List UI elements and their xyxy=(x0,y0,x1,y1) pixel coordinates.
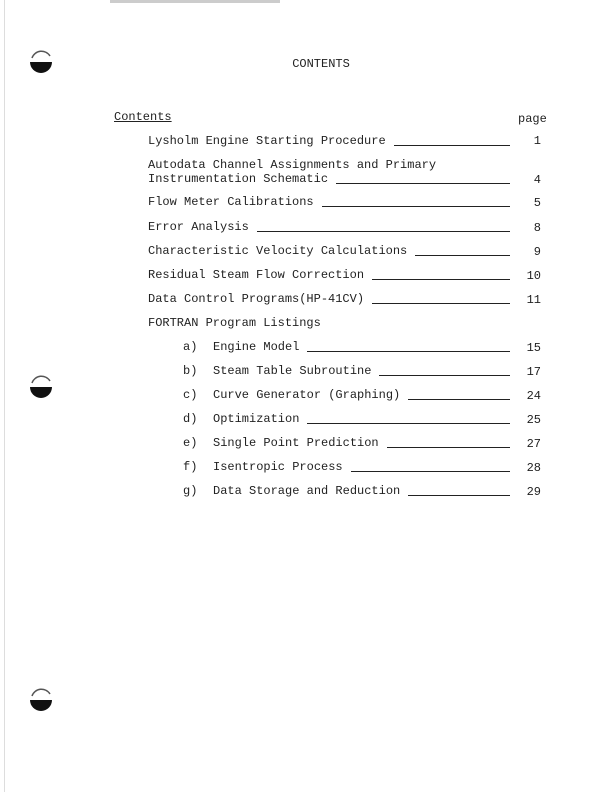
leader-line xyxy=(408,494,510,496)
sub-entry-letter: a) xyxy=(183,340,198,354)
toc-sub-entry xyxy=(213,364,510,378)
entry-title: Lysholm Engine Starting Procedure xyxy=(148,134,386,148)
leader-line xyxy=(387,446,510,448)
entry-title: Engine Model xyxy=(213,340,300,354)
entry-title: Data Storage and Reduction xyxy=(213,484,401,498)
sub-entry-letter: g) xyxy=(183,484,198,498)
toc-entry xyxy=(148,220,510,234)
page-number: 8 xyxy=(533,221,541,235)
sub-entry-letter: d) xyxy=(183,412,198,426)
binder-hole-icon xyxy=(26,686,56,712)
page-number: 27 xyxy=(526,437,541,451)
page-number: 9 xyxy=(533,245,541,259)
entry-title: Single Point Prediction xyxy=(213,436,379,450)
leader-line xyxy=(307,350,510,352)
page-number: 5 xyxy=(533,196,541,210)
toc-sub-entry xyxy=(213,436,510,450)
toc-entry xyxy=(148,195,510,209)
page-number: 4 xyxy=(533,173,541,187)
toc-entry-line1 xyxy=(148,158,510,172)
toc-sub-entry xyxy=(213,412,510,426)
leader-line xyxy=(372,278,510,280)
leader-line xyxy=(307,422,510,424)
leader-line xyxy=(336,182,510,184)
page-title: CONTENTS xyxy=(292,57,350,71)
leader-line xyxy=(394,144,510,146)
leader-line xyxy=(379,374,510,376)
sub-entry-letter: e) xyxy=(183,436,198,450)
entry-title: Flow Meter Calibrations xyxy=(148,195,314,209)
entry-title: Characteristic Velocity Calculations xyxy=(148,244,408,258)
page-number: 17 xyxy=(526,365,541,379)
contents-heading: Contents xyxy=(114,110,172,124)
entry-title: Error Analysis xyxy=(148,220,249,234)
toc-entry xyxy=(148,134,510,148)
entry-title: Residual Steam Flow Correction xyxy=(148,268,365,282)
page-number: 24 xyxy=(526,389,541,403)
entry-title: Optimization xyxy=(213,412,300,426)
toc-section-heading xyxy=(148,316,510,330)
leader-line xyxy=(257,230,510,232)
leader-line xyxy=(351,470,510,472)
page-number: 29 xyxy=(526,485,541,499)
page-number: 28 xyxy=(526,461,541,475)
leader-line xyxy=(372,302,510,304)
page-number: 11 xyxy=(526,293,541,307)
entry-title: Curve Generator (Graphing) xyxy=(213,388,401,402)
entry-title: Data Control Programs(HP-41CV) xyxy=(148,292,365,306)
toc-entry xyxy=(148,244,510,258)
entry-title: Autodata Channel Assignments and Primary xyxy=(148,158,437,172)
page-number: 15 xyxy=(526,341,541,355)
sub-entry-letter: f) xyxy=(183,460,198,474)
sub-entry-letter: b) xyxy=(183,364,198,378)
page-number: 10 xyxy=(526,269,541,283)
toc-sub-entry xyxy=(213,340,510,354)
toc-sub-entry xyxy=(213,484,510,498)
entry-title-cont: Instrumentation Schematic xyxy=(148,172,329,186)
page-number: 25 xyxy=(526,413,541,427)
sub-entry-letter: c) xyxy=(183,388,198,402)
entry-title: Isentropic Process xyxy=(213,460,343,474)
page-column-header: page xyxy=(518,112,547,126)
toc-sub-entry xyxy=(213,388,510,402)
toc-entry xyxy=(148,268,510,282)
faint-header-mark xyxy=(110,0,280,3)
binder-hole-icon xyxy=(26,373,56,399)
page-edge xyxy=(4,0,5,792)
page-number: 1 xyxy=(533,134,541,148)
toc-entry xyxy=(148,292,510,306)
leader-line xyxy=(322,205,510,207)
entry-title: Steam Table Subroutine xyxy=(213,364,372,378)
entry-title: FORTRAN Program Listings xyxy=(148,316,321,330)
leader-line xyxy=(415,254,510,256)
leader-line xyxy=(408,398,510,400)
toc-entry xyxy=(148,172,510,186)
toc-sub-entry xyxy=(213,460,510,474)
